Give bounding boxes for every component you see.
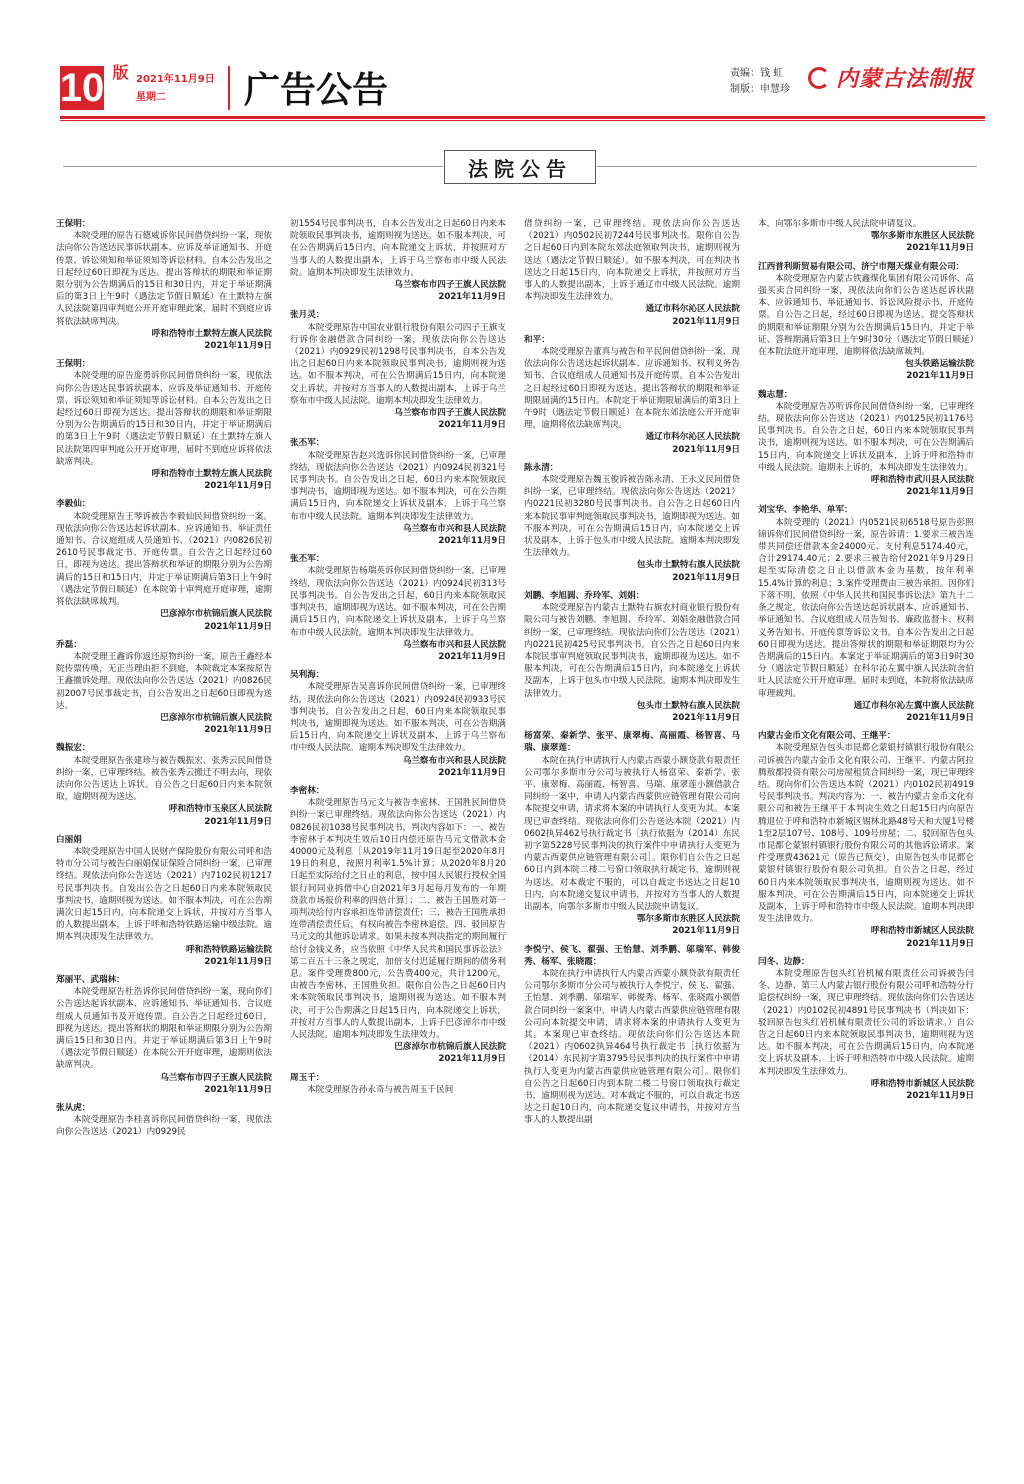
issue-date: 2021年11月9日 xyxy=(136,74,215,85)
notice-addressee: 闫冬、边静： xyxy=(758,956,810,967)
notice-date: 2021年11月9日 xyxy=(672,316,740,327)
notice-date: 2021年11月9日 xyxy=(672,572,740,583)
notice-court: 包头市土默特右旗人民法院 xyxy=(636,700,740,711)
notice-body: 本院受理原告杜浩诉你民间借贷纠纷一案，现向你们公告送达起诉状副本、应诉通知书、举证通知书、合议庭组成人员通知书及开庭传票。自公告之日起经过60日，即视为送达。提出答辩状的期限和举证期限分别为公告期满后15日和30日内。并定于举证期满后第3日上午9时（遇法定节假日顺延）在本院公开开庭审理，逾期则依法缺席判决。 xyxy=(56,987,272,1071)
notice-date: 2021年11月9日 xyxy=(438,420,506,431)
notice-addressee: 江西普利斯贸易有限公司、济宁市翔天煤业有限公司： xyxy=(758,261,965,272)
notice-body: 借贷纠纷一案，已审理终结。现依法向你公告送达（2021）内0502民初7244号民事判决书。限你自公告之日起60日内到本院东郊法庭领取判决书，逾期则视为送达（遇法定节假日顺延）。如不服本判决，可在判决书送达之日起15日内，向本院递交上诉状，并按照对方当事人的人数提出副本，上诉于通辽市中级人民法院。逾期本判决即发生法律效力。 xyxy=(524,219,740,303)
header-rule-thin xyxy=(60,120,985,121)
notice-addressee: 张丕军： xyxy=(290,438,325,449)
notice-columns xyxy=(56,218,976,1480)
editor-credit: 责编：钱 虹 xyxy=(730,68,784,79)
notice-date: 2021年11月9日 xyxy=(906,243,974,254)
masthead-emblem-icon xyxy=(808,67,830,89)
notice-addressee: 李毅仙： xyxy=(56,499,91,510)
notice-column xyxy=(56,218,272,1480)
notice-date: 2021年11月9日 xyxy=(204,816,272,827)
notice-date: 2021年11月9日 xyxy=(672,444,740,455)
notice-body: 本院受理原告董真与被告和平民间借贷纠纷一案，现依法向你公告送达起诉状副本、应诉通知书、权利义务告知书、合议庭组成人员通知书及开庭传票。自本公告发出之日起经过60日即视为送达。提出答辩状的期限和举证期限届满的15日内。本院定于举证期限届满后的第3日上午9时（遇法定节假日顺延）在本院东郊法庭公开开庭审理，逾期将依法缺席判决。 xyxy=(524,347,740,431)
banner-title: 法院公告 xyxy=(468,156,572,181)
section-title: 广告公告 xyxy=(244,69,389,111)
notice-body: 本院受理原告内蒙古铁鑫煤化集团有限公司诉你、高强买卖合同纠纷一案，现依法向你们公告送达起诉状副本、应诉通知书、举证通知书、诉讼风险提示书、开庭传票。自公告之日起，经过60日即视为送达。提交答辩状的期限和举证期限分别为公告期满后15日内，并定于举证、答辩期满后第3日上午9时30分（遇法定节假日顺延）在本院法庭开庭审理，逾期将依法缺席裁判。 xyxy=(758,273,974,358)
notice-date: 2021年11月9日 xyxy=(438,292,506,303)
notice-court: 呼和浩特市玉泉区人民法院 xyxy=(168,804,272,815)
header-rule xyxy=(60,116,985,119)
notice-date: 2021年11月9日 xyxy=(438,651,506,662)
header-divider xyxy=(228,66,230,110)
notice-addressee: 魏志慧： xyxy=(758,389,793,400)
producer-credit: 制版：申慧珍 xyxy=(730,84,790,95)
notice-date: 2021年11月9日 xyxy=(672,926,740,937)
notice-addressee: 杨富荣、秦新学、张平、康翠梅、高丽霞、杨智喜、马瑞、康翠莲： xyxy=(524,731,740,754)
page-number: 10 xyxy=(59,65,105,110)
notice-body: 本院受理的原告庞勇诉你民间借贷纠纷一案，现依法向你公告送达民事诉状副本、应诉及举证通知书、开庭传票、诉讼须知和举证须知等诉讼材料。自本公告发出之日起经过60日即视为送达。提出答辩状的期限和举证期限分别为公告期满后的15日和30日内，并定于举证期满后的第3日上午9时（遇法定节假日顺延）在土默特左旗人民法院第四审判庭公开开庭审理，届时不到庭应诉将依法缺席判决。 xyxy=(56,371,272,467)
notice-date: 2021年11月9日 xyxy=(906,938,974,949)
notice-date: 2021年11月9日 xyxy=(906,712,974,723)
notice-addressee: 王保明： xyxy=(56,359,91,370)
notice-body: 本院受理原告中国农业银行股份有限公司四子王旗支行诉你金融借款合同纠纷一案，现依法向你公告送达（2021）内0929民初1298号民事判决书，自本公告发出之日起60日内来本院领取民事判决书，逾期则视为送达。如不服本判决，可在公告期满后15日内，向本院递交上诉状，并按对方当事人的人数提出副本，上诉于乌兰察布市中级人民法院。逾期本判决即发生法律效力。 xyxy=(290,322,506,406)
notice-court: 巴彦淖尔市杭锦后旗人民法院 xyxy=(394,1042,506,1053)
notice-body: 本，向鄂尔多斯市中级人民法院申请复议。 xyxy=(758,219,922,229)
notice-addressee: 和平： xyxy=(524,334,550,345)
notice-addressee: 王保明： xyxy=(56,219,91,229)
notice-body: 初1554号民事判决书，自本公告发出之日起60日内来本院领取民事判决书，逾期则视为送达。如不服本判决，可在公告期满后15日内，向本院递交上诉状，并按照对方当事人的人数提出副本，上诉于乌兰察布市中级人民法院。逾期本判决即发生法律效力。 xyxy=(290,219,506,278)
notice-body: 本院受理原告马元文与被告李密林、王国胜民间借贷纠纷一案已审理终结。现依法向你公告送达（2021）内0826民初1038号民事判决书，判决内容如下：一、被告李密林于本判决生效后10日内偿还原告马元文借款本金40000元及利息［从2019年11月19日起至2020年8月19日的利息，按照月利率1.5%计算；从2020年8月20日起至实际给付之日止的利息，按中国人民银行授权全国银行间同业拆借中心自2021年3月起每月发布的一年期贷款市场报价利率的四倍计算］；二、被告王国胜对第一项判决给付内容承担连带清偿责任；三、被告王国胜承担连带清偿责任后，有权向被告李密林追偿。四、驳回原告马元文的其他诉讼请求。如果未按本判决指定的期间履行给付金钱义务，应当依照《中华人民共和国民事诉讼法》第二百五十三条之规定，加倍支付迟延履行期间的债务利息。案件受理费800元，公告费400元，共计1200元，由被告李密林、王国胜负担。限你自公告之日起60日内来本院领取民事判决书，逾期则视为送达。如不服本判决，可于公告期满之日起15日内，向本院递交上诉状，并按对方当事人的人数提出副本，上诉于巴彦淖尔市中级人民法院。逾期本判决即发生法律效力。 xyxy=(290,798,506,1040)
notice-body: 本院受理原告魏玉俊诉被告陈永清、王永义民间借贷纠纷一案，已审理终结。现依法向你公告送达（2021）内0221民初3280号民事判决书。自公告之日起60日内来本院民事审判庭领取民事判决书，逾期即视为送达。如不服本判决，可在公告期满后15日内，向本院递交上诉状及副本，上诉于包头市中级人民法院。逾期本判决即发生法律效力。 xyxy=(524,475,740,559)
notice-body: 本院受理的（2021）内0521民初6518号原告彭照锦诉你们民间借贷纠纷一案，原告诉请：1.要求三被告连带共同偿还借款本金24000元、支付利息5174.40元，合计29174.40元；2.要求三被告给付2021年9月29日起至实际清偿之日止以借款本金为基数，按年利率15.4%计算的利息；3.案件受理费由三被告承担。因你们下落不明，依照《中华人民共和国民事诉讼法》第九十二条之规定，依法向你公告送达起诉状副本、应诉通知书、举证通知书、合议庭组成人员告知书、廉政监督卡、权利义务告知书、开庭传票等诉讼文书。自本公告发出之日起60日即视为送达。提出答辩状的期限和举证期限均为公告期满后的15日内。本案定于举证期满后的第3日9时30分（遇法定节假日顺延）在科尔沁左翼中旗人民法院舍伯吐人民法庭公开开庭审理。届时未到庭，本院将依法缺席审理裁判。 xyxy=(758,517,974,699)
notice-date: 2021年11月9日 xyxy=(906,1091,974,1102)
notice-body: 本院受理原告内蒙古土默特右旗农村商业银行股份有限公司与被告刘鹏、李旭圆、乔玲军、刘娟金融借款合同纠纷一案，已审理终结。现依法向你们公告送达（2021）内0221民初425号民事判决书。自公告之日起60日内来本院民事审判庭领取民事判决书，逾期即视为送达。如不服本判决，可在公告期满后15日内，向本院递交上诉状及副本，上诉于包头市中级人民法院。逾期本判决即发生法律效力。 xyxy=(524,603,740,699)
notice-addressee: 吴利海： xyxy=(290,670,325,681)
notice-body: 本院受理原告包头红岩机械有限责任公司诉被告闫冬、边静、第三人内蒙古银行股份有限公司呼和浩特分行追偿权纠纷一案，现已审理终结。现依法向你们公告送达（2021）内0102民初4891号民事判决书（判决如下：驳回原告包头红岩机械有限责任公司的诉讼请求。）自公告之日起60日内来本院领取民事判决书，逾期则视为送达。如不服本判决，可在公告期满后15日内，向本院递交上诉状及副本，上诉于呼和浩特市中级人民法院。逾期本判决即发生法律效力。 xyxy=(758,968,974,1077)
notice-court: 呼和浩特市武川县人民法院 xyxy=(870,475,974,486)
masthead-text: 内蒙古法制报 xyxy=(836,66,975,92)
notice-court: 呼和浩特市土默特左旗人民法院 xyxy=(151,328,272,339)
notice-column xyxy=(524,218,740,1480)
notice-body: 本院受理王鑫诉你返还原物纠纷一案，原告王鑫经本院传票传唤，无正当理由拒不到庭，本院裁定本案按原告王鑫撤诉处理。现依法向你公告送达（2021）内0826民初2007号民事裁定书，自公告发出之日起60日即视为送达。 xyxy=(56,651,272,711)
masthead-logo xyxy=(808,62,974,93)
notice-date: 2021年11月9日 xyxy=(438,767,506,778)
notice-body: 本院受理原告中国人民财产保险股份有限公司呼和浩特市分公司与被告白丽娟保证保险合同纠纷一案，已审理终结。现依法向你公告送达（2021）内7102民初1217号民事判决书。自发出公告之日起60日内来本院领取民事判决书，逾期则视为送达。如不服本判决，可在公告期满次日起15日内，向本院递交上诉状，并按对方当事人的人数提出副本，上诉于呼和浩特铁路运输中级法院。逾期本判决即发生法律效力。 xyxy=(56,846,272,943)
notice-date: 2021年11月9日 xyxy=(204,341,272,352)
notice-date: 2021年11月9日 xyxy=(204,1084,272,1095)
notice-court: 鄂尔多斯市东胜区人民法院 xyxy=(870,231,974,242)
notice-court: 乌兰察布市四子王旗人民法院 xyxy=(394,408,506,419)
notice-date: 2021年11月9日 xyxy=(438,536,506,547)
notice-court: 通辽市科尔沁区人民法院 xyxy=(645,304,740,315)
issue-weekday: 星期二 xyxy=(136,92,166,103)
notice-addressee: 内蒙古金币文化有限公司、王继平： xyxy=(758,731,896,742)
notice-body: 本院受理原告张建珍与被告魏振宏、张秀云民间借贷纠纷一案，已审理终结。被告张秀云搬迁不明去向，现依法向你公告送达上诉状。自公告之日起60日内来本院领取，逾期则视为送达。 xyxy=(56,755,272,803)
notice-body: 本院受理原告吴喜诉你民间借贷纠纷一案，已审理终结，现依法向你公告送达（2021）内0924民初933号民事判决书。自公告发出之日起，60日内来本院领取民事判决书，逾期即视为送达。如不服本判决，可在公告期满后15日内，向本院递交上诉状及副本，上诉于乌兰察布市中级人民法院。逾期本判决即发生法律效力。 xyxy=(290,682,506,754)
notice-body: 本院受理原告赵兴选诉你民间借贷纠纷一案，已审理终结，现依法向你公告送达（2021）内0924民初321号民事判决书。自公告发出之日起，60日内来本院领取民事判决书，逾期即视为送达。如不服本判决，可在公告期满后15日内，向本院递交上诉状及副本，上诉于乌兰察布市中级人民法院。逾期本判决即发生法律效力。 xyxy=(290,450,506,522)
notice-addressee: 乔磊： xyxy=(56,639,82,650)
notice-court: 鄂尔多斯市东胜区人民法院 xyxy=(636,914,740,925)
notice-addressee: 郑丽平、武瑞林： xyxy=(56,974,125,985)
notice-body: 本院受理原告王琴诉被告李毅仙民间借贷纠纷一案。现依法向你公告送达起诉状副本、应诉通知书、举证责任通知书、合议庭组成人员通知书、（2021）内0826民初2610号民事裁定书、开庭传票。自公告之日起经过60日，即视为送达。提出答辩状和举证的期限分别为公告期满后的15日和15日内，并定于举证期满后第3日上午9时（遇法定节假日顺延）在本院第十审判庭开庭审理，逾期将依法缺席裁判。 xyxy=(56,511,272,608)
notice-court: 包头市土默特右旗人民法院 xyxy=(636,560,740,571)
notice-court: 乌兰察布市兴和县人民法院 xyxy=(402,639,506,650)
notice-court: 巴彦淖尔市杭锦后旗人民法院 xyxy=(160,609,272,620)
notice-body: 本院受理原告包头市昆都仑蒙银村镇银行股份有限公司诉被告内蒙古金币文化有限公司、王继平、内蒙古阿拉腾敖都投资有限公司房屋租赁合同纠纷一案，现已审理终结。现向你们公告送达本院（2021）内0102民初4919号民事判决书。判决内容为：一、被告内蒙古金币文化有限公司和被告王继平于本判决生效之日起15日内向原告腾退位于呼和浩特市新城区锡林北路48号天和大厦1号楼1至2层107号、108号、109号房屋；二、驳回原告包头市昆都仑蒙银村镇银行股份有限公司的其他诉讼请求。案件受理费43621元（原告已预交），由原告包头市昆都仑蒙银村镇银行股份有限公司负担。自公告之日起，经过60日内来本院领取民事判决书，逾期则视为送达。如不服本判决，可在公告期满后15日内，向本院递交上诉状及副本，上诉于呼和浩特市中级人民法院。逾期本判决即发生法律效力。 xyxy=(758,743,974,925)
notice-court: 乌兰察布市四子王旗人民法院 xyxy=(160,1072,272,1083)
notice-date: 2021年11月9日 xyxy=(204,956,272,967)
notice-addressee: 张从虎： xyxy=(56,1103,91,1114)
notice-court: 呼和浩特铁路运输法院 xyxy=(186,944,272,955)
notice-date: 2021年11月9日 xyxy=(204,481,272,492)
notice-court: 呼和浩特市土默特左旗人民法院 xyxy=(151,469,272,480)
notice-court: 乌兰察布市兴和县人民法院 xyxy=(402,523,506,534)
notice-addressee: 刘宝华、李艳华、单军： xyxy=(758,505,853,516)
page-header xyxy=(0,0,1024,130)
notice-date: 2021年11月9日 xyxy=(906,371,974,382)
notice-court: 巴彦淖尔市杭锦后旗人民法院 xyxy=(160,712,272,723)
notice-body: 本院受理原告杨瑞英诉你民间借贷纠纷一案，已审理终结，现依法向你公告送达（2021）内0924民初313号民事判决书。自公告发出之日起，60日内来本院领取民事判决书，逾期即视为送达。如不服本判决，可在公告期满后15日内，向本院递交上诉状及副本，上诉于乌兰察布市中级人民法院。逾期本判决即发生法律效力。 xyxy=(290,566,506,638)
notice-body: 本院受理的原告石德威诉你民间借贷纠纷一案，现依法向你公告送达民事诉状副本、应诉及举证通知书、开庭传票、诉讼须知和举证须知等诉讼材料。自本公告发出之日起经过60日即视为送达。提出答辩状的期限和举证期限分别为公告期满后的15日和30日内，并定于举证期满后的第3日上午9时（遇法定节假日顺延）在土默特左旗人民法院第四审判庭公开开庭审理此案，届时不到庭应诉将依法缺席判决。 xyxy=(56,231,272,327)
notice-court: 呼和浩特市新城区人民法院 xyxy=(870,926,974,937)
notice-court: 通辽市科尔沁左翼中旗人民法院 xyxy=(853,700,974,711)
section-banner xyxy=(444,150,596,184)
notice-date: 2021年11月9日 xyxy=(438,1054,506,1065)
notice-court: 乌兰察布市兴和县人民法院 xyxy=(402,755,506,766)
notice-column xyxy=(758,218,974,1480)
notice-court: 通辽市科尔沁区人民法院 xyxy=(645,432,740,443)
notice-addressee: 周玉千： xyxy=(290,1072,325,1083)
notice-addressee: 张丕军： xyxy=(290,554,325,565)
notice-date: 2021年11月9日 xyxy=(672,712,740,723)
notice-column xyxy=(290,218,506,1480)
notice-body: 本院受理原告孙永奇与被告周玉千民间 xyxy=(307,1084,454,1095)
page-suffix: 版 xyxy=(110,64,129,80)
notice-body: 本院在执行申请执行人内蒙古西蒙小额贷款有限责任公司鄂尔多斯市分公司与被执行人李悦宁、侯飞、翟强、王怡慧、刘季鹏、邬瑞军、韩俊秀、杨军、张晓霞小额借款合同纠纷一案案中，申请人内蒙古西蒙供应链管理有限公司向本院提交申请，请求将本案的申请执行人变更为其。本案现已审查终结。现依法向你们公告送达本院（2021）内0602执异464号执行裁定书［执行依据为（2014）东民初字第3795号民事判决的执行案件中申请执行人变更为内蒙古西蒙供应链管理有限公司］。限你们自公告之日起60日内到本院二楼二号窗口领取执行裁定书，逾期则视为送达。对本裁定不服的，可以自裁定书送达之日起10日内，向本院递交复议申请书，并按对方当事人的人数提出副 xyxy=(524,968,740,1126)
notice-date: 2021年11月9日 xyxy=(906,487,974,498)
notice-addressee: 白丽娟 xyxy=(56,834,82,845)
notice-body: 本院受理原告李桂喜诉你民间借贷纠纷一案，现依法向你公告送达（2021）内0929民 xyxy=(56,1115,272,1138)
notice-court: 乌兰察布市四子王旗人民法院 xyxy=(394,280,506,291)
notice-addressee: 李悦宁、侯飞、翟强、王怡慧、刘季鹏、邬瑞军、韩俊秀、杨军、张晓霞： xyxy=(524,944,740,967)
notice-date: 2021年11月9日 xyxy=(204,725,272,736)
notice-addressee: 刘鹏、李旭圆、乔玲军、刘娟： xyxy=(524,590,645,601)
notice-court: 包头铁路运输法院 xyxy=(905,359,974,370)
notice-addressee: 李密林： xyxy=(290,785,325,796)
notice-addressee: 陈永清： xyxy=(524,462,559,473)
notice-addressee: 魏振宏： xyxy=(56,743,91,754)
notice-court: 呼和浩特市新城区人民法院 xyxy=(870,1078,974,1089)
notice-body: 本院受理原告苏听诉你民间借贷纠纷一案，已审理终结。现依法向你公告送达（2021）内0125民初1176号民事判决书。自公告之日起，60日内来本院领取民事判决书，逾期则视为送达。如不服本判决，可在公告期满后15日内，向本院递交上诉状及副本，上诉于呼和浩特市中级人民法院。逾期未上诉的，本判决即发生法律效力。 xyxy=(758,401,974,473)
notice-date: 2021年11月9日 xyxy=(204,621,272,632)
notice-body: 本院在执行申请执行人内蒙古西蒙小额贷款有限责任公司鄂尔多斯市分公司与被执行人杨富荣、秦新学、张平、康翠梅、高丽霞、杨智喜、马瑞、康翠莲小额借款合同纠纷一案中，申请人内蒙古西蒙供应链管理有限公司向本院提交申请，请求将本案的申请执行人变更为其。本案现已审查终结。现依法向你们公告送达本院（2021）内0602执异462号执行裁定书［执行依据为（2014）东民初字第5228号民事判决的执行案件中申请执行人变更为内蒙古西蒙供应链管理有限公司］。限你们自公告之日起60日内到本院二楼二号窗口领取执行裁定书，逾期则视为送达。对本裁定不服的，可以自裁定书送达之日起10日内，向本院递交复议申请书，并按对方当事人的人数提出副本，向鄂尔多斯市中级人民法院申请复议。 xyxy=(524,755,740,912)
notice-addressee: 张月灵： xyxy=(290,310,325,321)
